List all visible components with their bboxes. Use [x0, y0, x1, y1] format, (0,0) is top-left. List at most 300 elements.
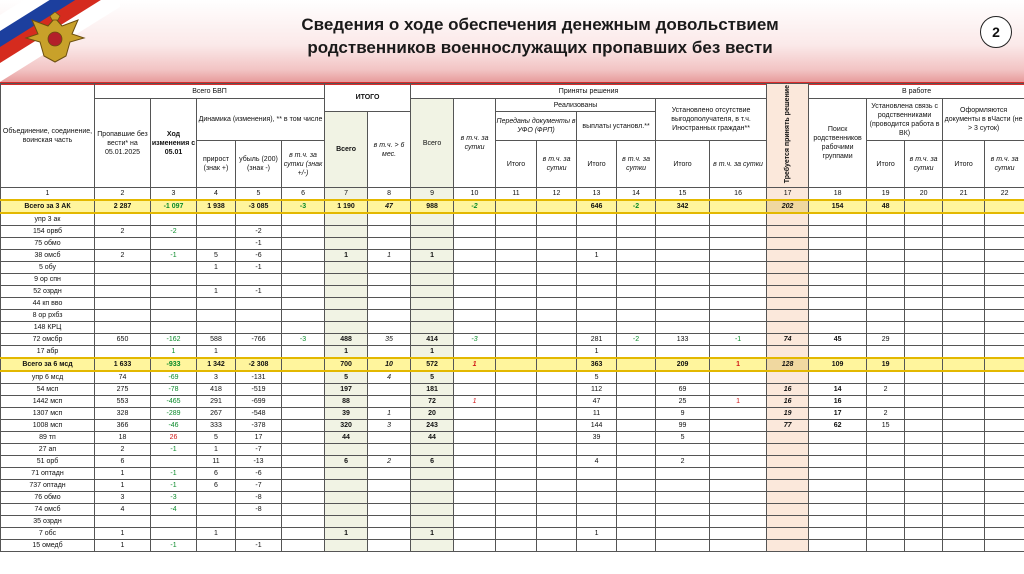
table-cell: [236, 213, 282, 226]
table-cell: [943, 274, 985, 286]
table-cell: [325, 262, 368, 274]
table-cell: [282, 516, 325, 528]
table-cell: [985, 444, 1024, 456]
table-cell: [411, 226, 454, 238]
table-cell: [985, 238, 1024, 250]
table-cell: [905, 456, 943, 468]
table-row: [1, 456, 1024, 468]
table-cell: [577, 274, 617, 286]
table-cell: [496, 468, 537, 480]
table-cell: [368, 468, 411, 480]
table-cell: [537, 226, 577, 238]
table-cell: -1: [236, 238, 282, 250]
table-cell: [368, 492, 411, 504]
table-cell: [656, 444, 710, 456]
table-cell: -69: [151, 371, 197, 384]
table-cell: 1: [197, 286, 236, 298]
table-cell: [767, 492, 809, 504]
table-cell: [867, 310, 905, 322]
table-cell: [985, 468, 1024, 480]
table-cell: [809, 432, 867, 444]
table-cell: 488: [325, 334, 368, 346]
table-cell: 2: [95, 444, 151, 456]
table-cell: -1: [151, 250, 197, 262]
table-cell: [943, 540, 985, 552]
table-cell: -1: [151, 540, 197, 552]
table-cell: [656, 480, 710, 492]
table-cell: 10: [368, 358, 411, 371]
table-cell: [656, 322, 710, 334]
unit-name-cell: 76 обмо: [1, 492, 95, 504]
table-cell: [282, 358, 325, 371]
table-cell: [767, 310, 809, 322]
unit-name-cell: 8 ор рхбз: [1, 310, 95, 322]
table-row: [1, 468, 1024, 480]
table-cell: [454, 540, 496, 552]
table-cell: -2: [151, 226, 197, 238]
table-cell: [943, 396, 985, 408]
table-cell: 6: [197, 468, 236, 480]
table-row: [1, 504, 1024, 516]
table-cell: [411, 262, 454, 274]
header-itogo: ИТОГО: [325, 84, 411, 112]
table-cell: -699: [236, 396, 282, 408]
table-cell: 2: [867, 384, 905, 396]
column-number: 10: [454, 188, 496, 201]
table-cell: [282, 310, 325, 322]
table-row: [1, 346, 1024, 359]
table-cell: 74: [767, 334, 809, 346]
table-cell: -1: [710, 334, 767, 346]
table-cell: [710, 468, 767, 480]
table-row: [1, 262, 1024, 274]
header-required: Требуется принять решение: [767, 84, 809, 188]
table-cell: [411, 238, 454, 250]
table-cell: -1: [151, 444, 197, 456]
table-cell: [454, 346, 496, 359]
table-cell: [767, 322, 809, 334]
table-row: [1, 310, 1024, 322]
table-cell: 44: [325, 432, 368, 444]
table-cell: 128: [767, 358, 809, 371]
table-cell: 4: [95, 504, 151, 516]
table-cell: [496, 334, 537, 346]
table-cell: -1: [236, 262, 282, 274]
unit-name-cell: 74 омсб: [1, 504, 95, 516]
table-cell: [617, 396, 656, 408]
table-cell: [282, 420, 325, 432]
table-cell: 88: [325, 396, 368, 408]
table-cell: [656, 504, 710, 516]
table-cell: [496, 298, 537, 310]
unit-name-cell: 71 оптадн: [1, 468, 95, 480]
table-cell: [496, 322, 537, 334]
table-cell: [282, 396, 325, 408]
table-cell: 1 190: [325, 200, 368, 213]
table-cell: [151, 238, 197, 250]
table-cell: [368, 444, 411, 456]
table-row: [1, 322, 1024, 334]
table-cell: [767, 528, 809, 540]
table-cell: [454, 322, 496, 334]
table-cell: [454, 444, 496, 456]
table-cell: -2: [236, 226, 282, 238]
unit-name-cell: упр 3 ак: [1, 213, 95, 226]
table-cell: [710, 516, 767, 528]
table-cell: [985, 286, 1024, 298]
table-cell: -2: [454, 200, 496, 213]
column-number: 2: [95, 188, 151, 201]
table-cell: 6: [95, 456, 151, 468]
header-absence: Установлено отсутствие выгодополучателя, в т.ч. Иностранных граждан**: [656, 99, 767, 141]
table-cell: [197, 274, 236, 286]
table-cell: [905, 226, 943, 238]
table-cell: [943, 444, 985, 456]
table-cell: [95, 286, 151, 298]
table-cell: 11: [577, 408, 617, 420]
table-cell: 77: [767, 420, 809, 432]
unit-name-cell: 44 кп вво: [1, 298, 95, 310]
total-row: [1, 200, 1024, 213]
unit-name-cell: 75 обмо: [1, 238, 95, 250]
table-cell: [867, 322, 905, 334]
header-docs-vchast: Оформляются документы в вЧасти (не > 3 суток): [943, 99, 1024, 141]
table-cell: [943, 528, 985, 540]
table-cell: [537, 200, 577, 213]
table-cell: [867, 480, 905, 492]
table-cell: [197, 238, 236, 250]
table-cell: [809, 298, 867, 310]
table-cell: [943, 310, 985, 322]
table-cell: [985, 334, 1024, 346]
table-cell: -519: [236, 384, 282, 396]
table-cell: -1: [151, 468, 197, 480]
column-number: 18: [809, 188, 867, 201]
table-cell: [368, 504, 411, 516]
table-cell: 320: [325, 420, 368, 432]
table-cell: [767, 286, 809, 298]
table-cell: [537, 286, 577, 298]
table-cell: -8: [236, 492, 282, 504]
table-cell: [867, 516, 905, 528]
table-cell: [496, 384, 537, 396]
table-cell: [577, 226, 617, 238]
table-cell: [943, 334, 985, 346]
table-cell: [325, 298, 368, 310]
table-row: [1, 226, 1024, 238]
table-cell: [985, 226, 1024, 238]
table-cell: 4: [368, 371, 411, 384]
table-cell: 15: [867, 420, 905, 432]
table-cell: [617, 238, 656, 250]
header-per-day-docs: в т.ч. за сутки: [537, 141, 577, 188]
table-cell: [236, 274, 282, 286]
unit-name-cell: 27 ап: [1, 444, 95, 456]
header-payments: выплаты установл.**: [577, 112, 656, 141]
table-cell: [577, 213, 617, 226]
table-cell: [767, 226, 809, 238]
table-cell: [454, 420, 496, 432]
table-cell: [411, 516, 454, 528]
table-cell: 17: [809, 408, 867, 420]
table-cell: 3: [197, 371, 236, 384]
unit-name-cell: 7 обс: [1, 528, 95, 540]
table-cell: [368, 396, 411, 408]
title-line-2: родственников военнослужащих пропавших без вести: [307, 38, 773, 57]
table-cell: [325, 516, 368, 528]
table-cell: [867, 274, 905, 286]
table-cell: [496, 346, 537, 359]
table-cell: [577, 504, 617, 516]
table-cell: -2 308: [236, 358, 282, 371]
table-cell: [905, 250, 943, 262]
header-in-work: В работе: [809, 84, 1024, 99]
table-cell: 988: [411, 200, 454, 213]
table-cell: [710, 262, 767, 274]
table-cell: [454, 408, 496, 420]
column-number: 1: [1, 188, 95, 201]
table-cell: [617, 226, 656, 238]
table-cell: [985, 396, 1024, 408]
report-table: [0, 83, 1024, 552]
table-cell: -548: [236, 408, 282, 420]
table-cell: [282, 250, 325, 262]
table-cell: -465: [151, 396, 197, 408]
table-cell: 11: [197, 456, 236, 468]
table-row: [1, 238, 1024, 250]
table-cell: [943, 226, 985, 238]
table-cell: [809, 286, 867, 298]
header-itogo-contact: Итого: [867, 141, 905, 188]
table-cell: -13: [236, 456, 282, 468]
table-cell: 16: [767, 396, 809, 408]
table-cell: 1: [151, 346, 197, 359]
table-cell: -46: [151, 420, 197, 432]
table-cell: [577, 262, 617, 274]
table-cell: [943, 516, 985, 528]
table-cell: [867, 396, 905, 408]
table-cell: [867, 540, 905, 552]
table-cell: [905, 200, 943, 213]
header-contact: Установлена связь с родственниками (проводится работа в ВК): [867, 99, 943, 141]
table-cell: [325, 213, 368, 226]
table-cell: 328: [95, 408, 151, 420]
table-cell: [943, 408, 985, 420]
table-cell: 62: [809, 420, 867, 432]
table-cell: -7: [236, 480, 282, 492]
table-cell: [282, 540, 325, 552]
table-cell: [905, 504, 943, 516]
table-cell: 5: [577, 371, 617, 384]
table-cell: [282, 226, 325, 238]
table-cell: [985, 456, 1024, 468]
table-cell: 588: [197, 334, 236, 346]
table-cell: [282, 504, 325, 516]
table-cell: [282, 444, 325, 456]
table-cell: [537, 456, 577, 468]
table-cell: 19: [767, 408, 809, 420]
table-cell: [496, 274, 537, 286]
table-cell: [325, 492, 368, 504]
table-cell: [710, 286, 767, 298]
table-cell: 1 633: [95, 358, 151, 371]
table-cell: [537, 468, 577, 480]
table-cell: [454, 384, 496, 396]
table-cell: [943, 238, 985, 250]
table-cell: 1: [95, 480, 151, 492]
table-cell: [985, 310, 1024, 322]
table-cell: [325, 444, 368, 456]
table-cell: -1: [151, 480, 197, 492]
table-cell: [368, 480, 411, 492]
table-cell: [767, 371, 809, 384]
table-cell: [943, 250, 985, 262]
table-cell: 20: [411, 408, 454, 420]
table-cell: [985, 213, 1024, 226]
header-decline: убыль (200) (знак -): [236, 141, 282, 188]
table-cell: [236, 298, 282, 310]
table-cell: [577, 492, 617, 504]
table-cell: 5: [197, 432, 236, 444]
column-number: 9: [411, 188, 454, 201]
table-cell: [325, 238, 368, 250]
table-cell: -3: [151, 492, 197, 504]
table-cell: 48: [867, 200, 905, 213]
table-cell: [282, 322, 325, 334]
table-cell: [617, 408, 656, 420]
table-cell: [537, 408, 577, 420]
table-cell: [617, 516, 656, 528]
table-cell: [617, 346, 656, 359]
header-itogo-docs: Итого: [496, 141, 537, 188]
table-cell: [411, 540, 454, 552]
table-cell: [577, 516, 617, 528]
table-cell: [656, 516, 710, 528]
table-cell: 26: [151, 432, 197, 444]
table-cell: [767, 238, 809, 250]
table-cell: [282, 238, 325, 250]
table-cell: 342: [656, 200, 710, 213]
double-headed-eagle-emblem-icon: [22, 12, 88, 66]
table-cell: [905, 262, 943, 274]
table-cell: [617, 274, 656, 286]
table-cell: [710, 480, 767, 492]
table-cell: 202: [767, 200, 809, 213]
table-cell: [867, 238, 905, 250]
column-number: 20: [905, 188, 943, 201]
table-cell: 1: [368, 408, 411, 420]
table-cell: [454, 262, 496, 274]
table-cell: 2: [656, 456, 710, 468]
table-cell: 181: [411, 384, 454, 396]
header-per-day-contact: в т.ч. за сутки: [905, 141, 943, 188]
table-cell: [905, 528, 943, 540]
header-per-day-sign: в т.ч. за сутки (знак +/-): [282, 141, 325, 188]
table-cell: [985, 492, 1024, 504]
table-cell: [905, 432, 943, 444]
table-row: [1, 408, 1024, 420]
table-cell: 99: [656, 420, 710, 432]
table-cell: [537, 516, 577, 528]
table-cell: [943, 468, 985, 480]
table-cell: [454, 310, 496, 322]
report-table-container: [0, 83, 1024, 574]
table-cell: [809, 480, 867, 492]
table-cell: 4: [577, 456, 617, 468]
table-cell: [710, 384, 767, 396]
table-cell: -2: [617, 334, 656, 346]
table-cell: [710, 322, 767, 334]
column-number: 5: [236, 188, 282, 201]
table-cell: [411, 504, 454, 516]
table-cell: [767, 456, 809, 468]
table-cell: 700: [325, 358, 368, 371]
unit-name-cell: Всего за 3 АК: [1, 200, 95, 213]
table-cell: [767, 480, 809, 492]
table-cell: [368, 528, 411, 540]
table-cell: [809, 371, 867, 384]
table-cell: [985, 504, 1024, 516]
table-cell: [496, 262, 537, 274]
table-cell: [537, 322, 577, 334]
table-cell: [809, 516, 867, 528]
table-cell: 1: [411, 250, 454, 262]
table-cell: 209: [656, 358, 710, 371]
table-cell: [454, 480, 496, 492]
header-decisions: Приняты решения: [411, 84, 767, 99]
table-cell: [867, 226, 905, 238]
table-row: [1, 540, 1024, 552]
table-cell: [236, 310, 282, 322]
page-number-badge: 2: [980, 16, 1012, 48]
table-cell: [905, 346, 943, 359]
table-cell: 414: [411, 334, 454, 346]
unit-name-cell: 51 орб: [1, 456, 95, 468]
header-realized: Реализованы: [496, 99, 656, 112]
table-cell: 291: [197, 396, 236, 408]
unit-name-cell: 15 омедб: [1, 540, 95, 552]
table-cell: [282, 408, 325, 420]
table-cell: [411, 492, 454, 504]
unit-name-cell: 9 ор спн: [1, 274, 95, 286]
table-cell: [454, 468, 496, 480]
table-cell: [496, 432, 537, 444]
table-cell: [454, 456, 496, 468]
table-cell: [617, 250, 656, 262]
table-cell: [282, 213, 325, 226]
table-cell: [282, 262, 325, 274]
table-cell: [809, 322, 867, 334]
table-cell: [905, 322, 943, 334]
table-cell: 1: [577, 250, 617, 262]
table-cell: [368, 322, 411, 334]
table-cell: [617, 444, 656, 456]
table-cell: [943, 346, 985, 359]
table-cell: -1: [236, 286, 282, 298]
table-cell: [411, 298, 454, 310]
table-cell: [236, 322, 282, 334]
table-cell: 16: [809, 396, 867, 408]
table-cell: [496, 492, 537, 504]
table-cell: [537, 262, 577, 274]
table-cell: [617, 528, 656, 540]
table-cell: 197: [325, 384, 368, 396]
table-cell: -1 097: [151, 200, 197, 213]
table-cell: [710, 226, 767, 238]
table-cell: [617, 504, 656, 516]
table-cell: [710, 420, 767, 432]
table-cell: [325, 310, 368, 322]
